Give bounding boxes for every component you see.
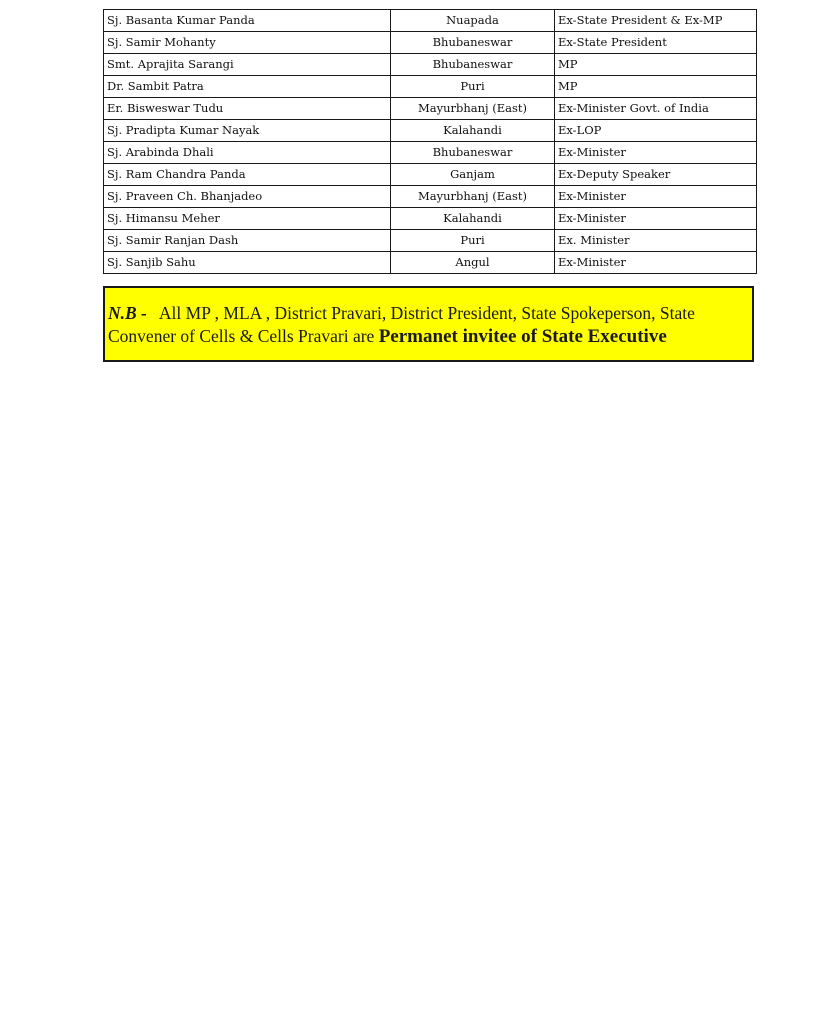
member-role: Ex-Minister xyxy=(555,208,757,230)
member-place: Ganjam xyxy=(391,164,555,186)
member-name: Sj. Praveen Ch. Bhanjadeo xyxy=(104,186,391,208)
member-place: Mayurbhanj (East) xyxy=(391,98,555,120)
member-role: MP xyxy=(555,76,757,98)
member-role: Ex-State President & Ex-MP xyxy=(555,10,757,32)
member-name: Sj. Himansu Meher xyxy=(104,208,391,230)
member-place: Bhubaneswar xyxy=(391,54,555,76)
table-row xyxy=(104,230,757,252)
table-row xyxy=(104,208,757,230)
table-row xyxy=(104,98,757,120)
nb-note-box xyxy=(103,286,754,362)
member-role: MP xyxy=(555,54,757,76)
member-role: Ex. Minister xyxy=(555,230,757,252)
table-row xyxy=(104,120,757,142)
member-place: Mayurbhanj (East) xyxy=(391,186,555,208)
member-name: Sj. Pradipta Kumar Nayak xyxy=(104,120,391,142)
table-row xyxy=(104,32,757,54)
table-row xyxy=(104,186,757,208)
member-name: Sj. Sanjib Sahu xyxy=(104,252,391,274)
nb-note-text: All MP , MLA , District Pravari, District President, State Spokeperson, State Convener of Cells & Cells Pravari are xyxy=(108,303,695,346)
member-place: Nuapada xyxy=(391,10,555,32)
member-name: Sj. Basanta Kumar Panda xyxy=(104,10,391,32)
member-name: Sj. Samir Ranjan Dash xyxy=(104,230,391,252)
member-place: Kalahandi xyxy=(391,120,555,142)
member-name: Sj. Samir Mohanty xyxy=(104,32,391,54)
member-place: Bhubaneswar xyxy=(391,32,555,54)
member-role: Ex-Minister xyxy=(555,186,757,208)
member-place: Puri xyxy=(391,76,555,98)
member-role: Ex-Deputy Speaker xyxy=(555,164,757,186)
member-role: Ex-Minister xyxy=(555,142,757,164)
member-role: Ex-State President xyxy=(555,32,757,54)
member-name: Er. Bisweswar Tudu xyxy=(104,98,391,120)
member-name: Sj. Arabinda Dhali xyxy=(104,142,391,164)
member-name: Sj. Ram Chandra Panda xyxy=(104,164,391,186)
member-role: Ex-Minister xyxy=(555,252,757,274)
member-name: Dr. Sambit Patra xyxy=(104,76,391,98)
member-place: Puri xyxy=(391,230,555,252)
nb-prefix: N.B - xyxy=(108,303,147,323)
members-table xyxy=(103,9,757,274)
members-table-body xyxy=(104,10,757,274)
member-place: Kalahandi xyxy=(391,208,555,230)
member-place: Angul xyxy=(391,252,555,274)
table-row xyxy=(104,76,757,98)
roster-sheet xyxy=(103,9,758,274)
table-row xyxy=(104,164,757,186)
nb-note-emphasis: Permanet invitee of State Executive xyxy=(378,326,667,347)
member-place: Bhubaneswar xyxy=(391,142,555,164)
table-row xyxy=(104,10,757,32)
member-role: Ex-LOP xyxy=(555,120,757,142)
table-row xyxy=(104,252,757,274)
member-role: Ex-Minister Govt. of India xyxy=(555,98,757,120)
member-name: Smt. Aprajita Sarangi xyxy=(104,54,391,76)
table-row xyxy=(104,54,757,76)
table-row xyxy=(104,142,757,164)
